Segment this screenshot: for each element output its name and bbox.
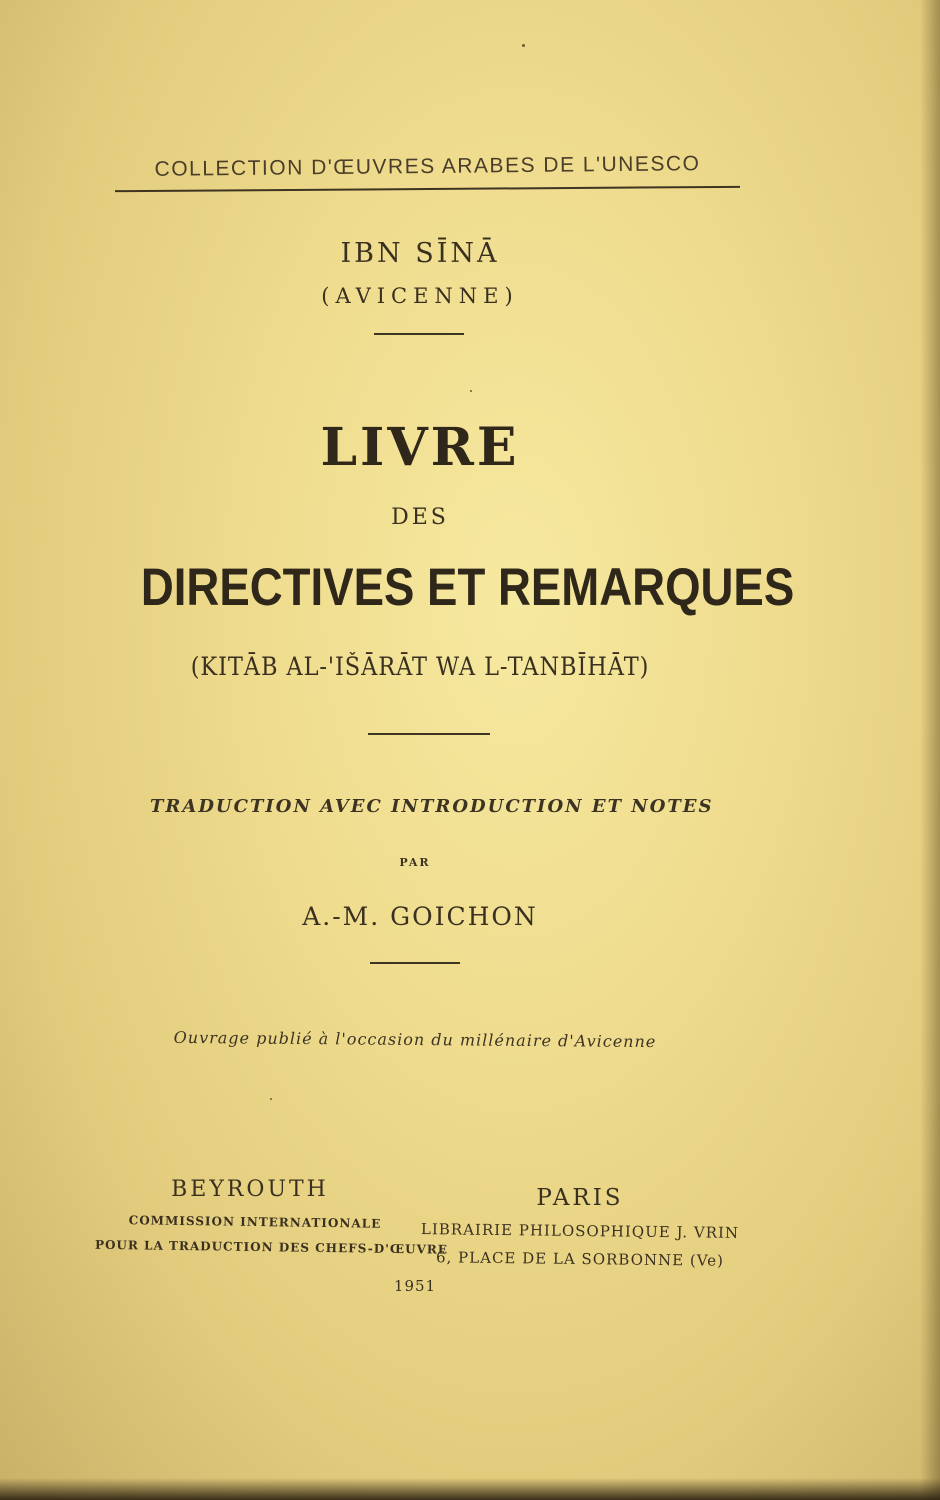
publisher-right-line-1: LIBRAIRIE PHILOSOPHIQUE J. VRIN	[420, 1220, 740, 1242]
publisher-right-line-2: 6, PLACE DE LA SORBONNE (Ve)	[435, 1248, 725, 1270]
series-underline	[115, 186, 740, 192]
title-line-1: LIVRE	[320, 417, 520, 478]
translator-name: A.-M. GOICHON	[302, 902, 538, 931]
publisher-left-city: BEYROUTH	[171, 1177, 329, 1202]
author-name: IBN SĪNĀ	[340, 238, 500, 269]
publisher-left-line-2: POUR LA TRADUCTION DES CHEFS-D'ŒUVRE	[94, 1237, 449, 1257]
arabic-title: (KITĀB AL-'IŠĀRĀT WA L-TANBĪHĀT)	[190, 652, 650, 681]
publication-year: 1951	[393, 1277, 437, 1295]
page-bottom-shadow	[0, 1478, 940, 1500]
paper-speck	[270, 1098, 272, 1100]
divider-rule	[374, 333, 464, 335]
page-edge-shadow	[920, 0, 940, 1500]
occasion-note: Ouvrage publié à l'occasion du millénaire d'Avicenne	[173, 1027, 657, 1052]
divider-rule	[370, 962, 460, 964]
publisher-left-line-1: COMMISSION INTERNATIONALE	[128, 1213, 382, 1231]
publisher-right-city: PARIS	[536, 1185, 624, 1211]
paper-speck	[522, 44, 525, 47]
series-title: COLLECTION D'ŒUVRES ARABES DE L'UNESCO	[154, 152, 701, 181]
author-alt-name: (AVICENNE)	[321, 284, 519, 308]
divider-rule	[368, 733, 490, 735]
translation-credit: TRADUCTION AVEC INTRODUCTION ET NOTES	[150, 796, 714, 817]
par-label: PAR	[399, 856, 431, 869]
title-line-2: DES	[391, 505, 449, 530]
main-title: DIRECTIVES ET REMARQUES	[140, 558, 795, 617]
paper-speck	[470, 390, 472, 392]
